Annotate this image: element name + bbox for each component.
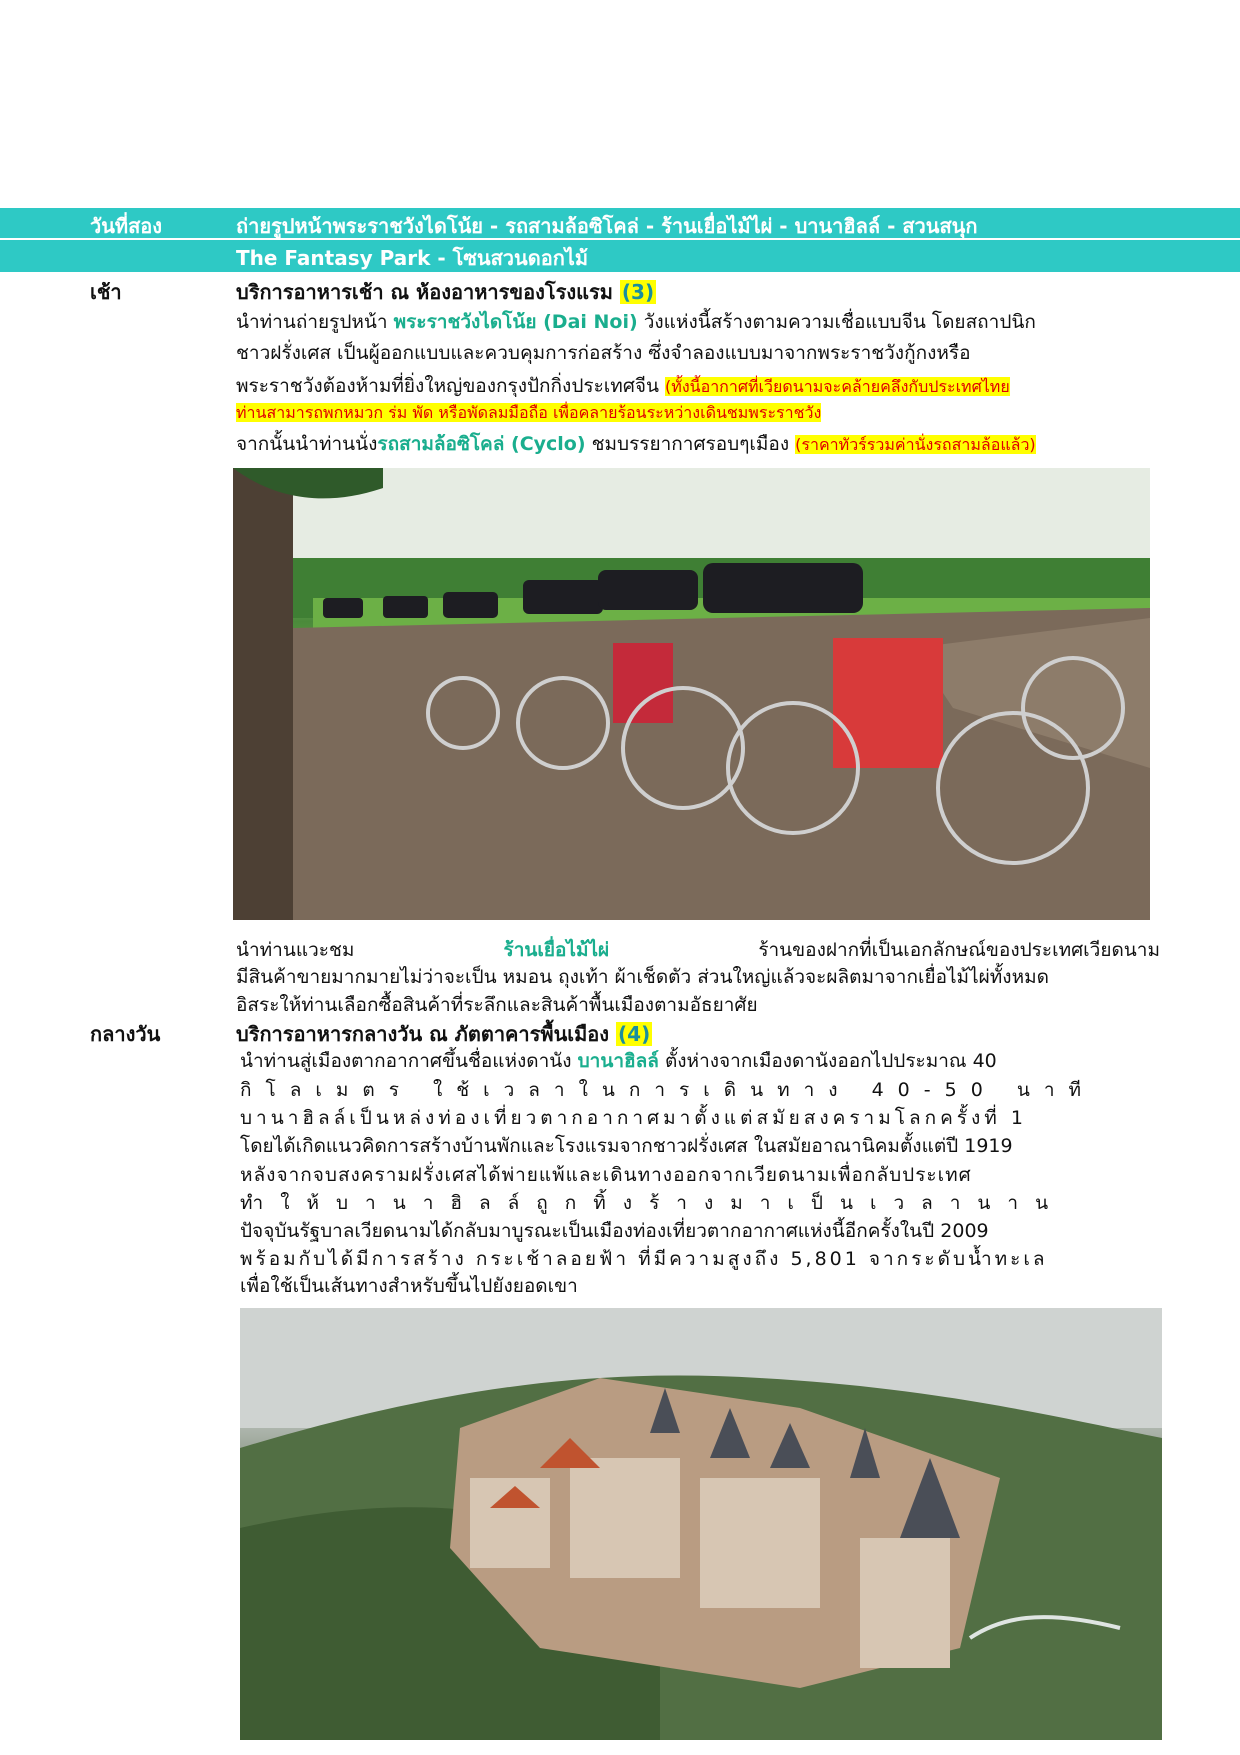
text-span: นำท่านแวะชม	[236, 939, 355, 961]
noon-meal-number: (4)	[618, 1022, 651, 1046]
morning-meal	[236, 276, 656, 308]
shop-line1-justified	[236, 935, 1160, 965]
text-span: นำท่านถ่ายรูปหน้า	[236, 311, 394, 333]
day-title-line2: The Fantasy Park - โซนสวนดอกไม้	[236, 246, 589, 270]
noon-label: กลางวัน	[90, 1022, 161, 1046]
dai-noi-highlight: พระราชวังไดโน้ย (Dai Noi)	[393, 311, 638, 333]
text-span: จากนั้นนำท่านนั่ง	[236, 433, 378, 455]
cyclo-price-note: (ราคาทัวร์รวมค่านั่งรถสามล้อแล้ว)	[795, 435, 1036, 454]
bana-hills-photo	[240, 1308, 1162, 1740]
bana-line2: กิโลเมตร ใช้เวลาในการเดินทาง 40-50 นาที	[240, 1079, 1096, 1101]
day-header-band-2	[0, 240, 1240, 272]
bana-line9: เพื่อใช้เป็นเส้นทางสำหรับขึ้นไปยังยอดเขา	[240, 1275, 578, 1297]
morning-paragraph-line3	[236, 371, 1010, 401]
cyclo-photo	[233, 468, 1150, 920]
cyclo-photo-illustration	[233, 468, 1150, 920]
bana-hills-illustration	[240, 1308, 1162, 1740]
day-header-band	[0, 208, 1240, 238]
morning-paragraph-line1	[236, 307, 1036, 337]
bana-line8: พร้อมกับได้มีการสร้าง กระเช้าลอยฟ้า ที่มีความสูงถึง 5,801 จากระดับน้ำทะเล	[240, 1248, 1048, 1270]
bana-line6: ทำให้บานาฮิลล์ถูกทิ้งร้างมาเป็นเวลานาน	[240, 1192, 1066, 1214]
bana-line3: บานาฮิลล์เป็นหล่งท่องเที่ยวตากอากาศมาตั้งแต่สมัยสงครามโลกครั้งที่ 1	[240, 1107, 1027, 1129]
weather-note-continued: ท่านสามารถพกหมวก ร่ม พัด หรือพัดลมมือถือ เพื่อคลายร้อนระหว่างเดินชมพระราชวัง	[236, 403, 822, 422]
bamboo-shop-highlight: ร้านเยื่อไม้ไผ่	[503, 939, 610, 961]
bana-line7: ปัจจุบันรัฐบาลเวียดนามได้กลับมาบูรณะเป็นเมืองท่องเที่ยวตากอากาศแห่งนี้อีกครั้งในปี 2009	[240, 1220, 989, 1242]
bana-line4: โดยได้เกิดแนวคิดการสร้างบ้านพักและโรงแรมจากชาวฝรั่งเศส ในสมัยอาณานิคมตั้งแต่ปี 1919	[240, 1135, 1013, 1157]
morning-paragraph-line2: ชาวฝรั่งเศส เป็นผู้ออกแบบและควบคุมการก่อสร้าง ซึ่งจำลองแบบมาจากพระราชวังกู้กงหรือ	[236, 342, 971, 364]
day-title-line1: ถ่ายรูปหน้าพระราชวังไดโน้ย - รถสามล้อซิโคล่ - ร้านเยื่อไม้ไผ่ - บานาฮิลล์ - สวนสนุก	[236, 214, 978, 238]
morning-paragraph-line5	[236, 429, 1036, 459]
morning-meal-number: (3)	[621, 280, 655, 304]
bana-hills-highlight: บานาฮิลล์	[577, 1050, 659, 1072]
noon-meal-text: บริการอาหารกลางวัน ณ ภัตตาคารพื้นเมือง	[236, 1022, 610, 1046]
shop-line1	[236, 935, 1160, 965]
cyclo-highlight: รถสามล้อซิโคล่ (Cyclo)	[377, 433, 586, 455]
weather-note: (ทั้งนี้อากาศที่เวียดนามจะคล้ายคลึงกับประเทศไทย	[665, 377, 1010, 396]
text-span: นำท่านสู่เมืองตากอากาศขึ้นชื่อแห่งดานัง	[240, 1050, 578, 1072]
morning-paragraph-line4	[236, 401, 821, 426]
bana-line1	[240, 1046, 997, 1076]
text-span: พระราชวังต้องห้ามที่ยิ่งใหญ่ของกรุงปักกิ่งประเทศจีน	[236, 375, 666, 397]
bana-line5: หลังจากจบสงครามฝรั่งเศสได้พ่ายแพ้และเดินทางออกจากเวียดนามเพื่อกลับประเทศ	[240, 1164, 972, 1186]
morning-label: เช้า	[90, 280, 122, 304]
text-span: ชมบรรยากาศรอบๆเมือง	[585, 433, 796, 455]
day-label: วันที่สอง	[90, 214, 163, 238]
shop-line3: อิสระให้ท่านเลือกซื้อสินค้าที่ระลึกและสินค้าพื้นเมืองตามอัธยาศัย	[236, 994, 758, 1016]
morning-meal-text: บริการอาหารเช้า ณ ห้องอาหารของโรงแรม	[236, 280, 613, 304]
shop-line2: มีสินค้าขายมากมายไม่ว่าจะเป็น หมอน ถุงเท้า ผ้าเช็ดตัว ส่วนใหญ่แล้วจะผลิตมาจากเยื่อไม้ไผ่ทั้งหมด	[236, 966, 1049, 988]
text-span: ร้านของฝากที่เป็นเอกลักษณ์ของประเทศเวียดนาม	[758, 939, 1160, 961]
text-span: ตั้งห่างจากเมืองดานังออกไปประมาณ 40	[658, 1050, 997, 1072]
text-span: วังแห่งนี้สร้างตามความเชื่อแบบจีน โดยสถาปนิก	[637, 311, 1036, 333]
